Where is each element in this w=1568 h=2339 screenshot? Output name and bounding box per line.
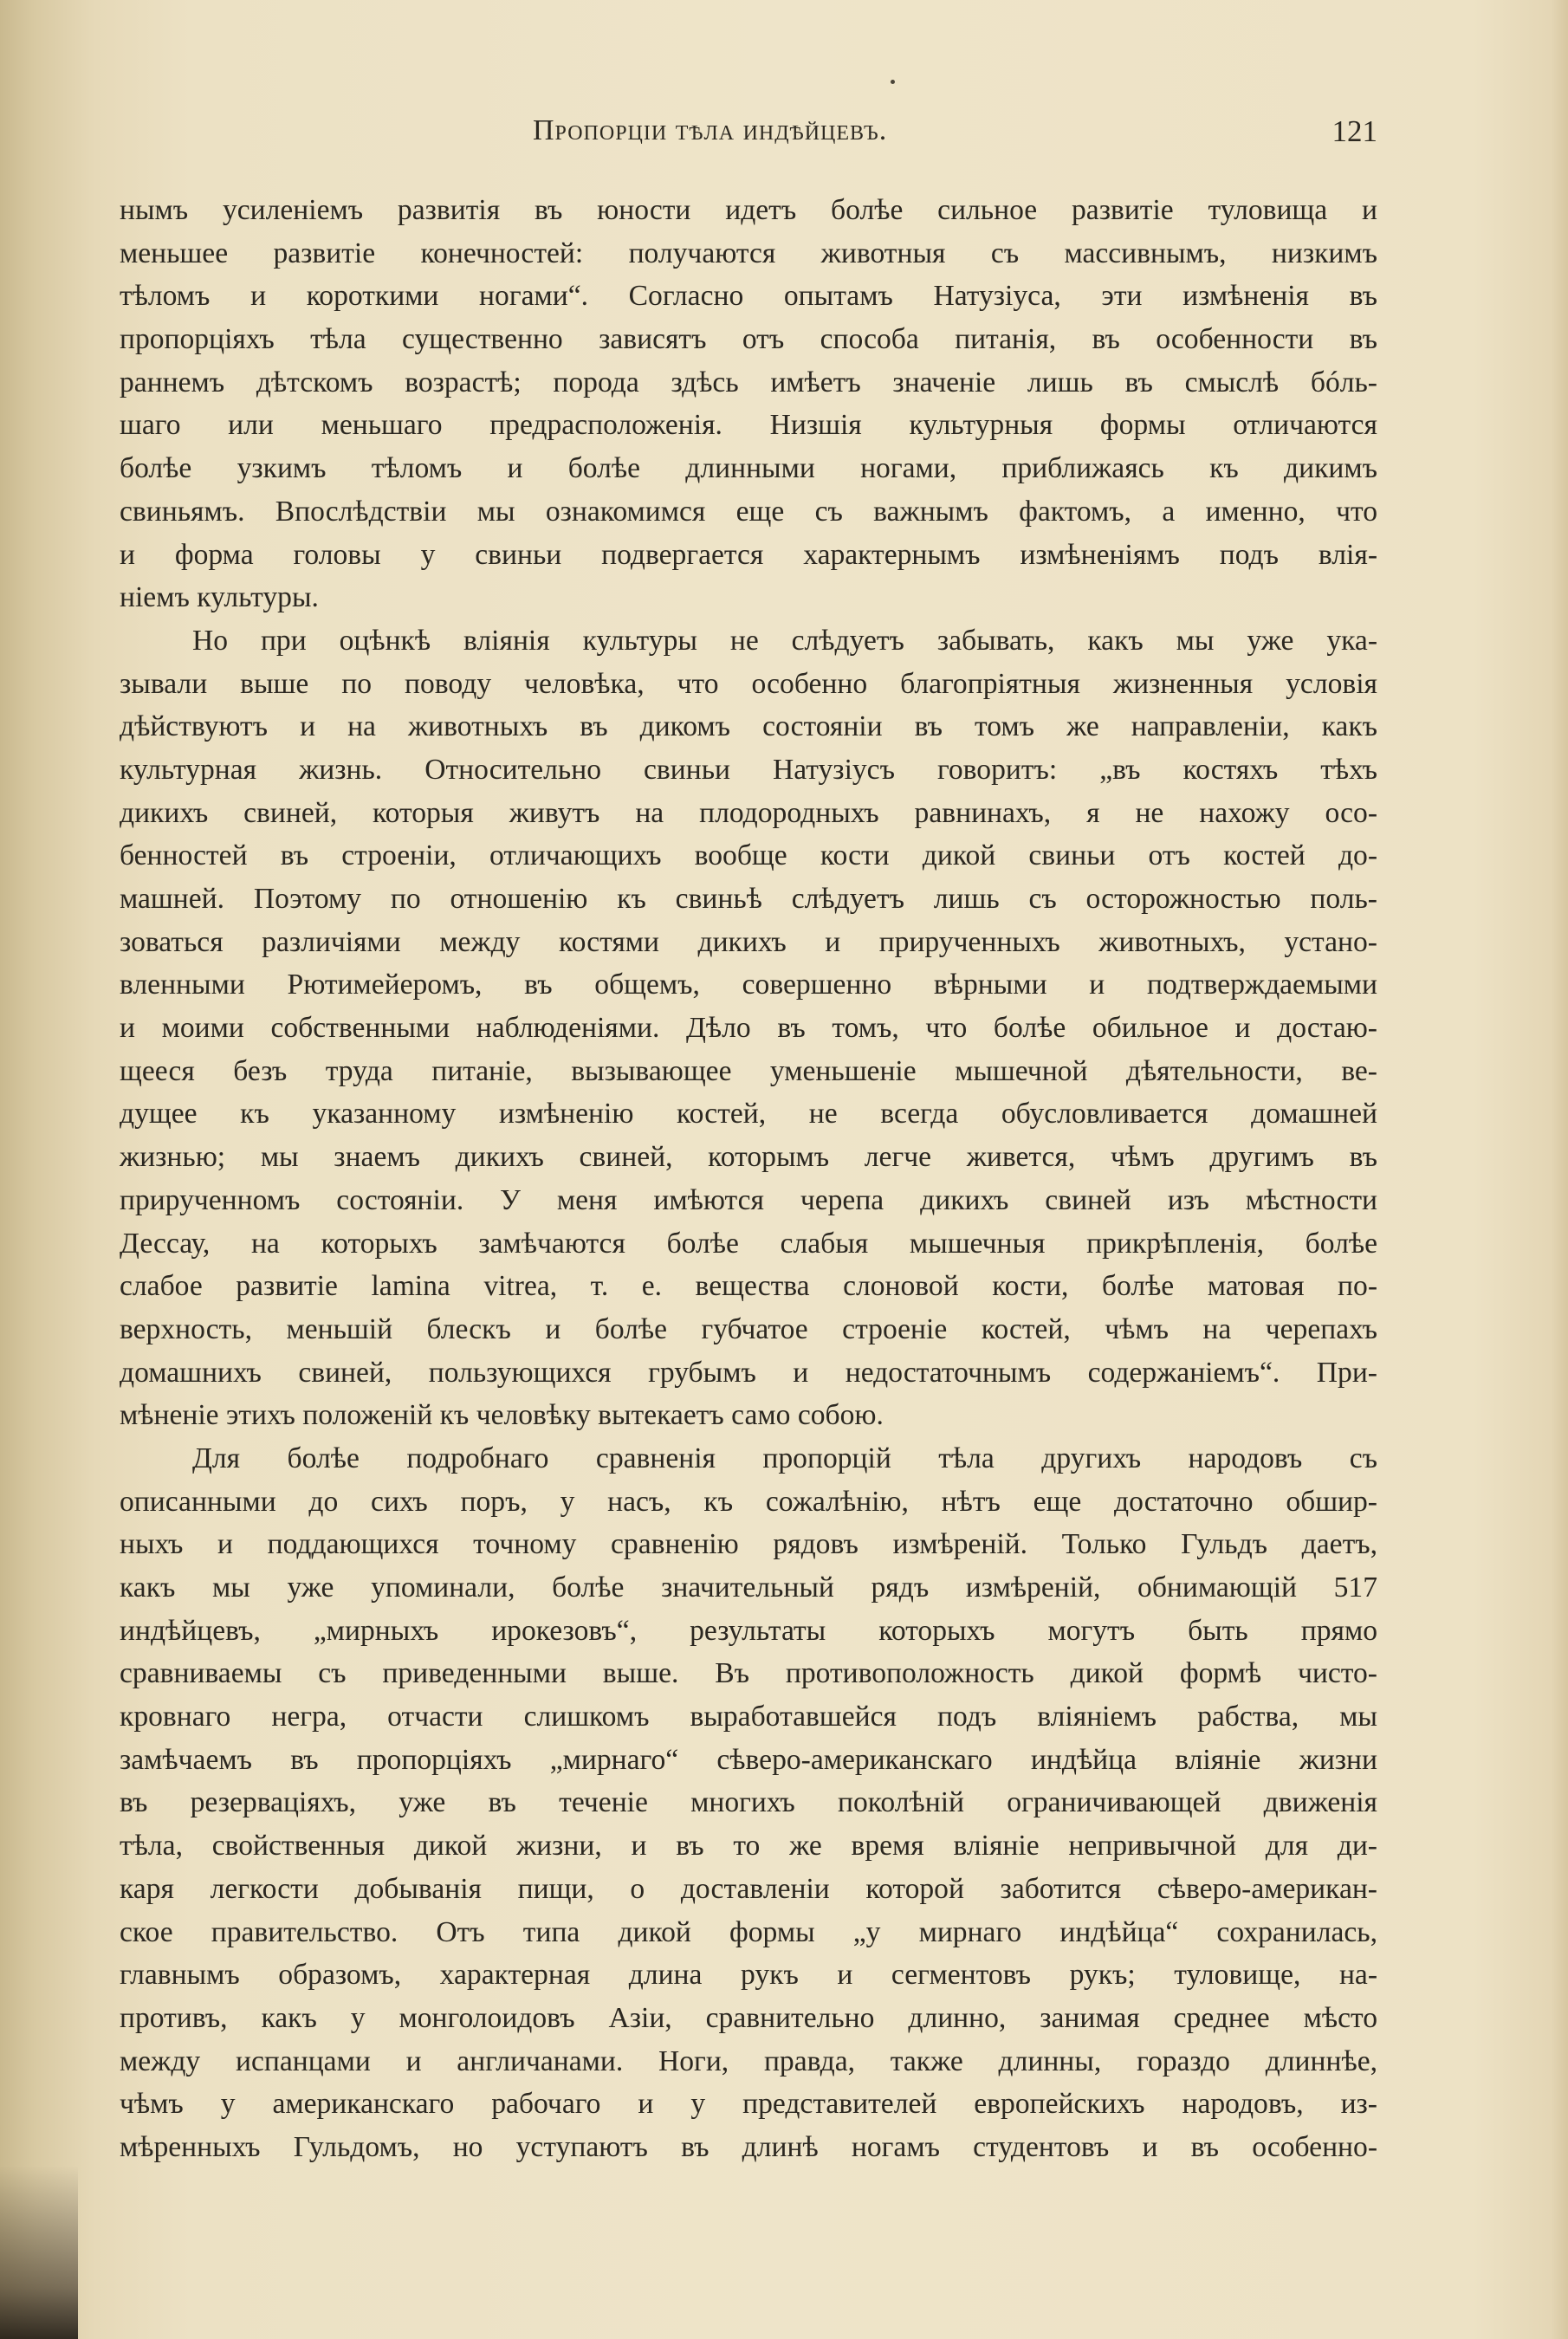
body-text [120,189,1377,2169]
text-line: главнымъ образомъ, характерная длина рукъ и сегментовъ рукъ; туловище, на- [120,1959,1377,1992]
text-line: замѣчаемъ въ пропорціяхъ „мирнаго“ сѣверо-американскаго индѣйца вліяніе жизни [120,1743,1377,1776]
text-line: верхность, меньшій блескъ и болѣе губчатое строеніе костей, чѣмъ на черепахъ [120,1312,1377,1345]
text-line: зывали выше по поводу человѣка, что особенно благопріятныя жизненныя условія [120,667,1377,700]
text-line: прирученномъ состояніи. У меня имѣются черепа дикихъ свиней изъ мѣстности [120,1183,1377,1216]
text-line: кровнаго негра, отчасти слишкомъ выработавшейся подъ вліяніемъ рабства, мы [120,1701,1377,1733]
text-line: въ резерваціяхъ, уже въ теченіе многихъ поколѣній ограничивающей движенія [120,1786,1377,1819]
text-line: какъ мы уже упоминали, болѣе значительный рядъ измѣреній, обнимающій 517 [120,1571,1377,1604]
paragraph [120,619,1377,1437]
text-line: каря легкости добыванія пищи, о доставленіи которой заботится сѣверо-американ- [120,1872,1377,1905]
text-line: ское правительство. Отъ типа дикой формы „у мирнаго индѣйца“ сохранилась, [120,1915,1377,1948]
text-line: чѣмъ у американскаго рабочаго и у представителей европейскихъ народовъ, из- [120,2088,1377,2121]
text-line: ныхъ и поддающихся точному сравненію рядовъ измѣреній. Только Гульдъ даетъ, [120,1528,1377,1561]
text-line: индѣйцевъ, „мирныхъ ирокезовъ“, результаты которыхъ могутъ быть прямо [120,1614,1377,1647]
text-line: культурная жизнь. Относительно свиньи Натузіусъ говоритъ: „въ костяхъ тѣхъ [120,753,1377,786]
text-line: мѣненіе этихъ положеній къ человѣку вытекаетъ само собою. [120,1399,884,1432]
text-line: тѣла, свойственныя дикой жизни, и въ то же время вліяніе непривычной для ди- [120,1830,1377,1863]
text-line: болѣе узкимъ тѣломъ и болѣе длинными ногами, приближаясь къ дикимъ [120,452,1377,485]
text-line: жизнью; мы знаемъ дикихъ свиней, которымъ легче живется, чѣмъ другимъ въ [120,1141,1377,1174]
running-title: Пропорціи тѣла индѣйцевъ. [533,114,888,146]
page-number: 121 [1332,114,1377,148]
text-line: сравниваемы съ приведенными выше. Въ противоположность дикой формѣ чисто- [120,1657,1377,1690]
text-line: Для болѣе подробнаго сравненія пропорцій тѣла другихъ народовъ съ [192,1442,1377,1474]
text-line: и форма головы у свиньи подвергается характернымъ измѣненіямъ подъ влія- [120,538,1377,571]
text-line: противъ, какъ у монголоидовъ Азіи, сравнительно длинно, занимая среднее мѣсто [120,2001,1377,2034]
text-line: свиньямъ. Впослѣдствіи мы ознакомимся еще съ важнымъ фактомъ, а именно, что [120,495,1377,528]
text-line: раннемъ дѣтскомъ возрастѣ; порода здѣсь имѣетъ значеніе лишь въ смыслѣ бóль- [120,366,1377,398]
text-line: и моими собственными наблюденіями. Дѣло въ томъ, что болѣе обильное и достаю- [120,1012,1377,1045]
text-line: щееся безъ труда питаніе, вызывающее уменьшеніе мышечной дѣятельности, ве- [120,1054,1377,1087]
text-line: ніемъ культуры. [120,581,319,614]
text-line: меньшее развитіе конечностей: получаются животныя съ массивнымъ, низкимъ [120,236,1377,269]
text-line: слабое развитіе lamina vitrea, т. е. вещества слоновой кости, болѣе матовая по- [120,1270,1377,1303]
text-line: шаго или меньшаго предрасположенія. Низшія культурныя формы отличаются [120,409,1377,442]
text-line: вленными Рютимейеромъ, въ общемъ, совершенно вѣрными и подтверждаемыми [120,969,1377,1001]
text-line: нымъ усиленіемъ развитія въ юности идетъ болѣе сильное развитіе туловища и [120,194,1377,226]
text-line: Дессау, на которыхъ замѣчаются болѣе слабыя мышечныя прикрѣпленія, болѣе [120,1227,1377,1260]
book-spine-shadow [0,2166,78,2339]
text-line: домашнихъ свиней, пользующихся грубымъ и недостаточнымъ содержаніемъ“. При- [120,1356,1377,1389]
text-line: дѣйствуютъ и на животныхъ въ дикомъ состояніи въ томъ же направленіи, какъ [120,710,1377,743]
text-line: мѣренныхъ Гульдомъ, но уступаютъ въ длинѣ ногамъ студентовъ и въ особенно- [120,2130,1377,2163]
text-line: дикихъ свиней, которыя живутъ на плодородныхъ равнинахъ, я не нахожу осо- [120,796,1377,829]
paragraph [120,1437,1377,2169]
print-speck [891,80,895,84]
text-line: пропорціяхъ тѣла существенно зависятъ отъ способа питанія, въ особенности въ [120,323,1377,356]
text-line: машней. Поэтому по отношенію къ свиньѣ слѣдуетъ лишь съ осторожностью поль- [120,883,1377,915]
text-line: описанными до сихъ поръ, у насъ, къ сожалѣнію, нѣтъ еще достаточно обшир- [120,1485,1377,1518]
text-line: бенностей въ строеніи, отличающихъ вообще кости дикой свиньи отъ костей до- [120,839,1377,872]
paragraph [120,189,1377,619]
text-line: между испанцами и англичанами. Ноги, правда, также длинны, гораздо длиннѣе, [120,2044,1377,2077]
text-line: дущее къ указанному измѣненію костей, не всегда обусловливается домашней [120,1098,1377,1131]
text-line: Но при оцѣнкѣ вліянія культуры не слѣдуетъ забывать, какъ мы уже ука- [192,624,1377,657]
text-line: зоваться различіями между костями дикихъ и прирученныхъ животныхъ, устано- [120,925,1377,958]
page-header [121,114,1377,158]
text-line: тѣломъ и короткими ногами“. Согласно опытамъ Натузіуса, эти измѣненія въ [120,280,1377,313]
